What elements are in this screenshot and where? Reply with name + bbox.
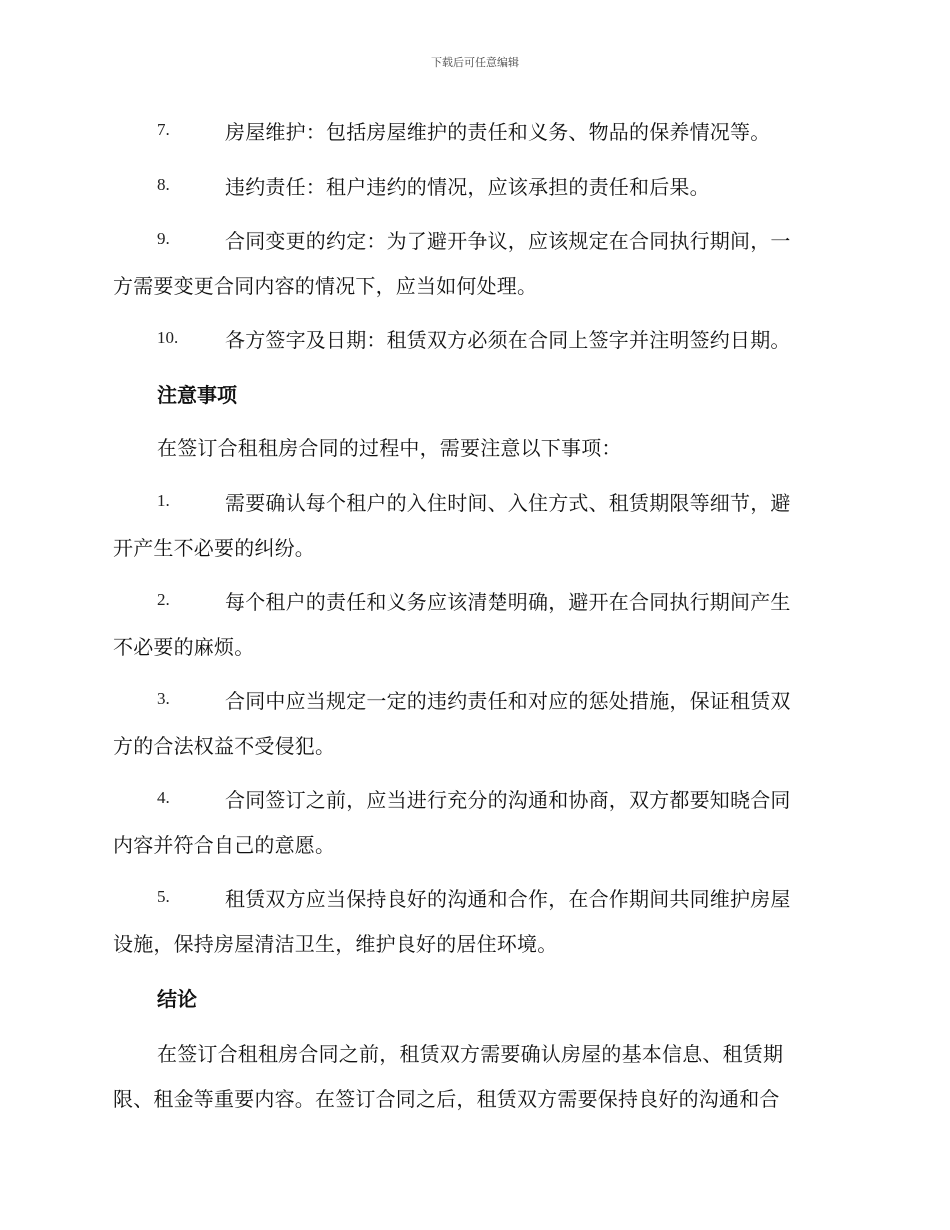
list-item-text: 各方签字及日期：租赁双方必须在合同上签字并注明签约日期。 bbox=[225, 328, 791, 352]
list-item-number: 9. bbox=[157, 229, 170, 248]
section-heading-notes: 注意事项 bbox=[157, 383, 237, 407]
list-item-number: 4. bbox=[157, 788, 170, 807]
conclusion-paragraph-line: 在签订合租租房合同之前，租赁双方需要确认房屋的基本信息、租赁期 bbox=[157, 1042, 784, 1066]
section-intro: 在签订合租租房合同的过程中，需要注意以下事项： bbox=[157, 436, 622, 460]
list-item-text-continued: 开产生不必要的纠纷。 bbox=[113, 536, 315, 560]
page-header: 下载后可任意编辑 bbox=[431, 56, 519, 69]
list-item-text: 租赁双方应当保持良好的沟通和合作，在合作期间共同维护房屋 bbox=[225, 887, 791, 911]
list-item-text: 需要确认每个租户的入住时间、入住方式、租赁期限等细节，避 bbox=[225, 491, 791, 515]
list-item-text-continued: 方的合法权益不受侵犯。 bbox=[113, 734, 336, 758]
list-item-text-continued: 内容并符合自己的意愿。 bbox=[113, 833, 336, 857]
list-item-text: 合同签订之前，应当进行充分的沟通和协商，双方都要知晓合同 bbox=[225, 788, 791, 812]
list-item-number: 8. bbox=[157, 175, 170, 194]
list-item-text: 合同变更的约定：为了避开争议，应该规定在合同执行期间，一 bbox=[225, 229, 791, 253]
list-item-number: 5. bbox=[157, 887, 170, 906]
section-heading-conclusion: 结论 bbox=[157, 987, 197, 1011]
list-item-text-continued: 不必要的麻烦。 bbox=[113, 635, 255, 659]
list-item-number: 3. bbox=[157, 689, 170, 708]
list-item-text-continued: 设施，保持房屋清洁卫生，维护良好的居住环境。 bbox=[113, 932, 558, 956]
list-item-text: 违约责任：租户违约的情况，应该承担的责任和后果。 bbox=[225, 175, 710, 199]
list-item-text: 房屋维护：包括房屋维护的责任和义务、物品的保养情况等。 bbox=[225, 120, 771, 144]
conclusion-paragraph-line: 限、租金等重要内容。在签订合同之后，租赁双方需要保持良好的沟通和合 bbox=[113, 1087, 780, 1111]
list-item-number: 1. bbox=[157, 491, 170, 510]
list-item-number: 10. bbox=[157, 328, 179, 347]
list-item-number: 7. bbox=[157, 120, 170, 139]
list-item-number: 2. bbox=[157, 590, 170, 609]
list-item-text: 每个租户的责任和义务应该清楚明确，避开在合同执行期间产生 bbox=[225, 590, 791, 614]
list-item-text: 合同中应当规定一定的违约责任和对应的惩处措施，保证租赁双 bbox=[225, 689, 791, 713]
list-item-text-continued: 方需要变更合同内容的情况下，应当如何处理。 bbox=[113, 274, 538, 298]
